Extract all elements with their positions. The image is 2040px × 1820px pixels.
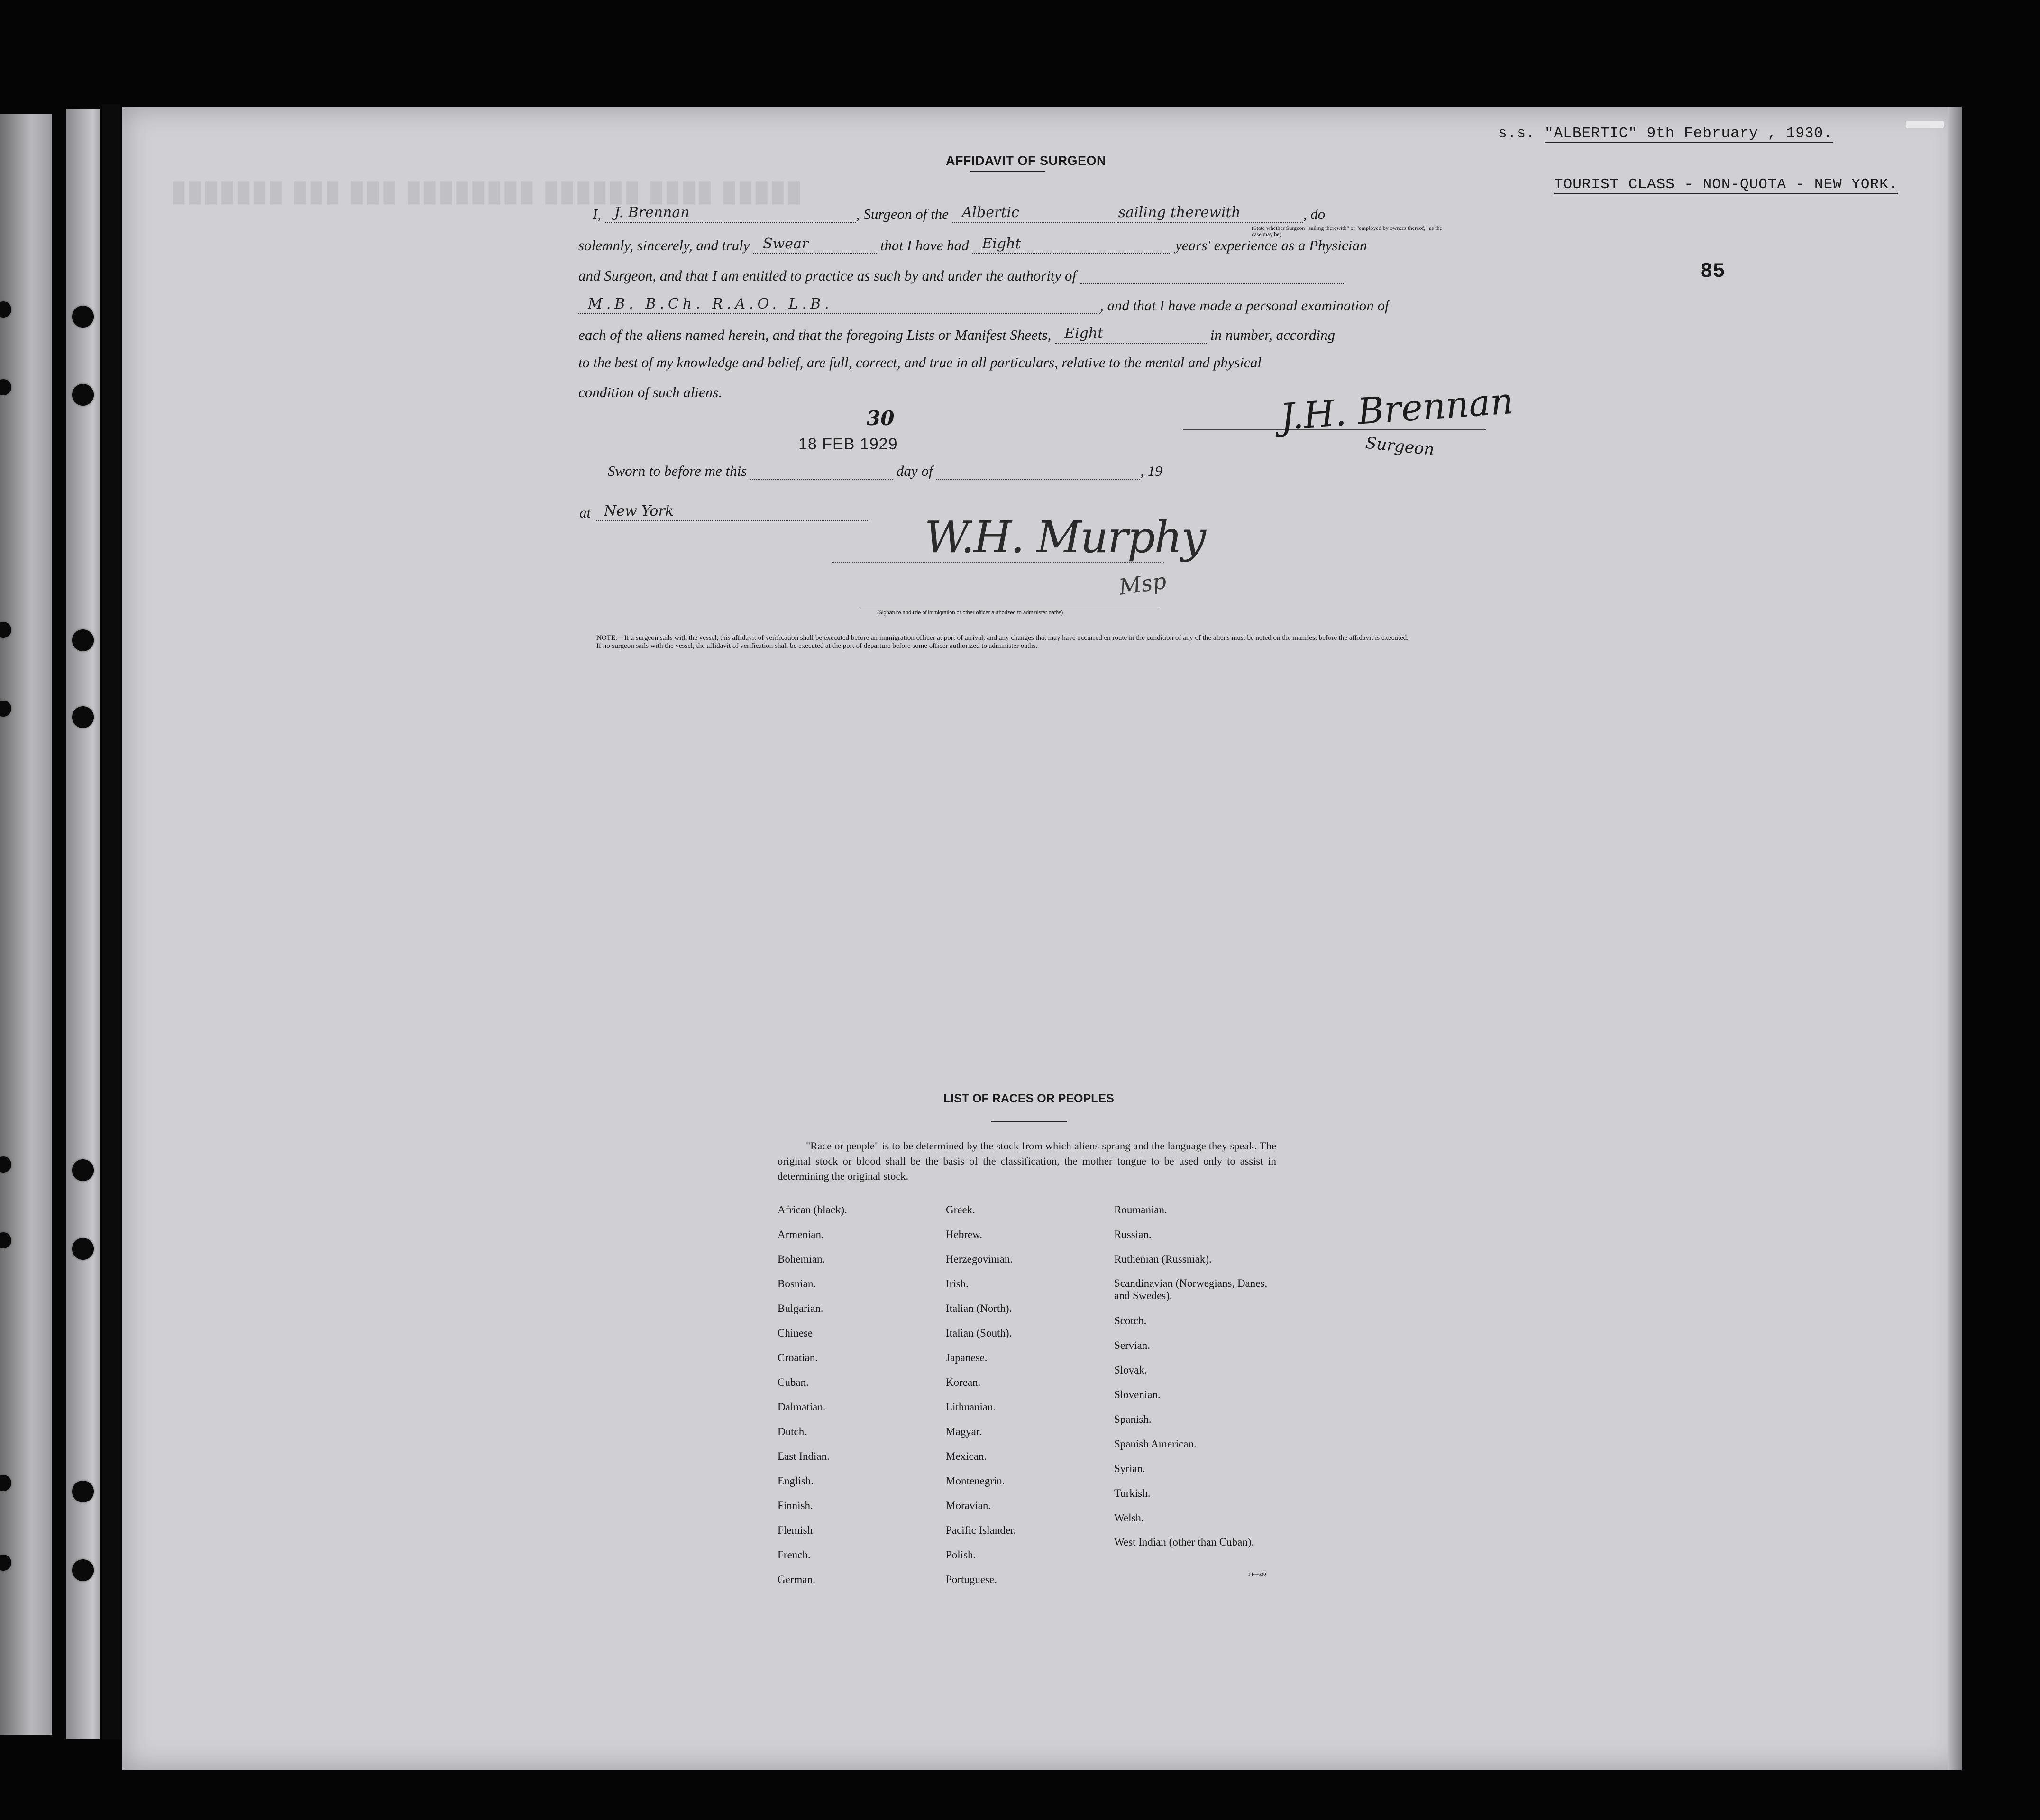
affidavit-line-7: condition of such aliens. — [578, 384, 723, 400]
race-item: Slovenian. — [1114, 1389, 1161, 1401]
race-item: Bosnian. — [778, 1278, 816, 1290]
race-item: East Indian. — [778, 1450, 830, 1462]
race-item: Herzegovinian. — [946, 1253, 1013, 1265]
text-in-number: in number, according — [1210, 327, 1336, 343]
race-item: Irish. — [946, 1278, 969, 1290]
race-item: West Indian (other than Cuban). — [1114, 1536, 1254, 1548]
race-item: Welsh. — [1114, 1512, 1144, 1524]
punch-hole — [72, 1159, 94, 1181]
note-text-1: —If a surgeon sails with the vessel, this affidavit of verification shall be executed before an immigration officer at port of arrival, and any changes that may have occurred en route in the condition of any of the aliens must be noted on the manifest before the affidavit is executed. — [617, 634, 1409, 642]
race-item: Turkish. — [1114, 1487, 1151, 1499]
race-item: English. — [778, 1475, 814, 1487]
officer-initials: Msp — [1117, 568, 1168, 600]
race-item: Korean. — [946, 1376, 981, 1388]
race-item: African (black). — [778, 1204, 847, 1216]
authority-field: M.B. B.Ch. R.A.O. L.B. — [578, 295, 1100, 314]
race-item: Hebrew. — [946, 1228, 983, 1240]
text-manifest-sheets: each of the aliens named herein, and that the foregoing Lists or Manifest Sheets, — [578, 327, 1052, 343]
affidavit-line-2 — [578, 235, 1367, 254]
race-item: Servian. — [1114, 1339, 1151, 1351]
bleed-through-text: ▮▮▮▮▮ ▮▮▮▮ ▮▮▮▮▮▮ ▮▮▮▮▮▮▮▮ ▮▮▮ ▮▮▮ ▮▮▮▮▮▮▮ — [171, 174, 802, 207]
text-nineteen: , 19 — [1140, 463, 1162, 479]
affidavit-line-5 — [578, 325, 1335, 344]
punch-hole — [72, 1238, 94, 1260]
punch-hole — [72, 1481, 94, 1502]
adjacent-page-left — [0, 114, 52, 1735]
paper-mark — [1906, 121, 1944, 128]
punch-hole — [72, 1559, 94, 1581]
ship-name-date: "ALBERTIC" 9th February , 1930. — [1545, 125, 1833, 143]
sworn-day-field — [750, 461, 893, 480]
races-column-2 — [946, 1198, 1016, 1592]
text-i: I, — [593, 206, 602, 222]
punch-hole — [72, 629, 94, 651]
binding-spine — [102, 104, 121, 1739]
ship-prefix: s.s. — [1498, 125, 1536, 142]
class-header: TOURIST CLASS - NON-QUOTA - NEW YORK. — [1554, 176, 1898, 194]
race-item: Polish. — [946, 1549, 976, 1561]
surgeon-name-field: J. Brennan — [605, 204, 856, 223]
race-item: Spanish. — [1114, 1413, 1152, 1425]
race-item: Magyar. — [946, 1426, 982, 1438]
authority-field-lead — [1080, 265, 1345, 284]
title-rule — [970, 171, 1045, 172]
officer-caption: (Signature and title of immigration or other officer authorized to administer oaths) — [877, 610, 1063, 616]
race-item: Montenegrin. — [946, 1475, 1005, 1487]
surgeon-role-field: sailing therewith — [1118, 204, 1303, 223]
ship-header — [1498, 125, 1833, 142]
race-item: Ruthenian (Russniak). — [1114, 1253, 1212, 1265]
place-line — [579, 502, 869, 521]
race-item: Armenian. — [778, 1228, 824, 1240]
race-item: Greek. — [946, 1204, 975, 1216]
affidavit-line-4 — [578, 295, 1389, 314]
race-item: Bohemian. — [778, 1253, 825, 1265]
race-item: Syrian. — [1114, 1463, 1145, 1474]
race-item: Mexican. — [946, 1450, 987, 1462]
page-number: 85 — [1700, 260, 1725, 283]
punch-hole — [72, 384, 94, 406]
text-at: at — [579, 504, 591, 521]
sworn-line — [608, 461, 1162, 480]
text-solemnly: solemnly, sincerely, and truly — [578, 237, 750, 254]
race-item: Finnish. — [778, 1500, 813, 1511]
race-item: Cuban. — [778, 1376, 809, 1388]
race-item: Italian (North). — [946, 1302, 1012, 1314]
race-item: Dutch. — [778, 1426, 807, 1438]
race-item: French. — [778, 1549, 811, 1561]
races-column-1 — [778, 1198, 847, 1592]
race-item: Bulgarian. — [778, 1302, 823, 1314]
text-do: , do — [1303, 206, 1326, 222]
race-item: Lithuanian. — [946, 1401, 996, 1413]
ship-name-field: Albertic — [952, 204, 1118, 223]
place-field: New York — [595, 502, 869, 521]
race-item: Scotch. — [1114, 1315, 1147, 1327]
race-item: Moravian. — [946, 1500, 991, 1511]
races-column-3 — [1114, 1198, 1285, 1567]
date-stamp: 18 FEB 1929 — [798, 435, 898, 453]
note-label: NOTE. — [596, 634, 617, 642]
races-intro: "Race or people" is to be determined by the stock from which aliens sprang and the language they speak. The original stock or blood shall be the basis of the classification, the mother tongue to be used only to assist in determining the original stock. — [778, 1140, 1276, 1182]
text-personal-exam: , and that I have made a personal examination of — [1100, 297, 1389, 314]
text-sworn: Sworn to before me this — [608, 463, 747, 479]
officer-signature: W.H. Murphy — [924, 512, 1205, 563]
form-number: 14—630 — [1248, 1572, 1266, 1577]
race-item: Italian (South). — [946, 1327, 1012, 1339]
text-years-experience: years' experience as a Physician — [1175, 237, 1367, 254]
text-surgeon-of: , Surgeon of the — [856, 206, 949, 222]
role-note: (State whether Surgeon "sailing therewith" or "employed by owners thereof," as the case may be) — [1252, 225, 1442, 237]
surgeon-signature: J.H. Brennan — [1279, 379, 1515, 438]
race-item: Croatian. — [778, 1352, 818, 1364]
sheets-field: Eight — [1055, 325, 1207, 344]
affidavit-title: AFFIDAVIT OF SURGEON — [946, 154, 1106, 168]
affidavit-line-6: to the best of my knowledge and belief, are full, correct, and true in all particulars, relative to the mental and physical — [578, 355, 1262, 371]
race-item: Roumanian. — [1114, 1204, 1167, 1216]
sworn-month-field — [936, 461, 1140, 480]
surgeon-caption: Surgeon — [1364, 433, 1436, 460]
race-item: Russian. — [1114, 1228, 1152, 1240]
oath-field: Swear — [753, 235, 877, 254]
race-item: Chinese. — [778, 1327, 815, 1339]
text-day-of: day of — [896, 463, 933, 479]
years-field: Eight — [972, 235, 1171, 254]
punch-hole — [72, 706, 94, 728]
punch-hole — [72, 306, 94, 328]
affidavit-line-3 — [578, 265, 1345, 284]
race-item: Pacific Islander. — [946, 1524, 1016, 1536]
race-item: Flemish. — [778, 1524, 815, 1536]
race-item: Japanese. — [946, 1352, 988, 1364]
text-authority: and Surgeon, and that I am entitled to practice as such by and under the authority of — [578, 267, 1077, 284]
affidavit-line-1 — [593, 204, 1325, 223]
officer-signature-line — [832, 562, 1164, 563]
races-title: LIST OF RACES OR PEOPLES — [943, 1092, 1114, 1105]
race-item: Spanish American. — [1114, 1438, 1197, 1450]
race-item: Scandinavian (Norwegians, Danes, and Swedes). — [1114, 1277, 1268, 1301]
race-item: Portuguese. — [946, 1574, 997, 1585]
note-text-2: If no surgeon sails with the vessel, the affidavit of verification shall be executed at the port of departure before some officer authorized to administer oaths. — [596, 642, 1038, 650]
affidavit-note — [596, 634, 1488, 650]
race-item: German. — [778, 1574, 815, 1585]
page-edge — [1948, 107, 1962, 1770]
race-item: Slovak. — [1114, 1364, 1147, 1376]
race-item: Dalmatian. — [778, 1401, 826, 1413]
text-i-have-had: that I have had — [880, 237, 969, 254]
races-rule — [991, 1121, 1067, 1122]
stamp-year-correction: 30 — [867, 407, 895, 430]
